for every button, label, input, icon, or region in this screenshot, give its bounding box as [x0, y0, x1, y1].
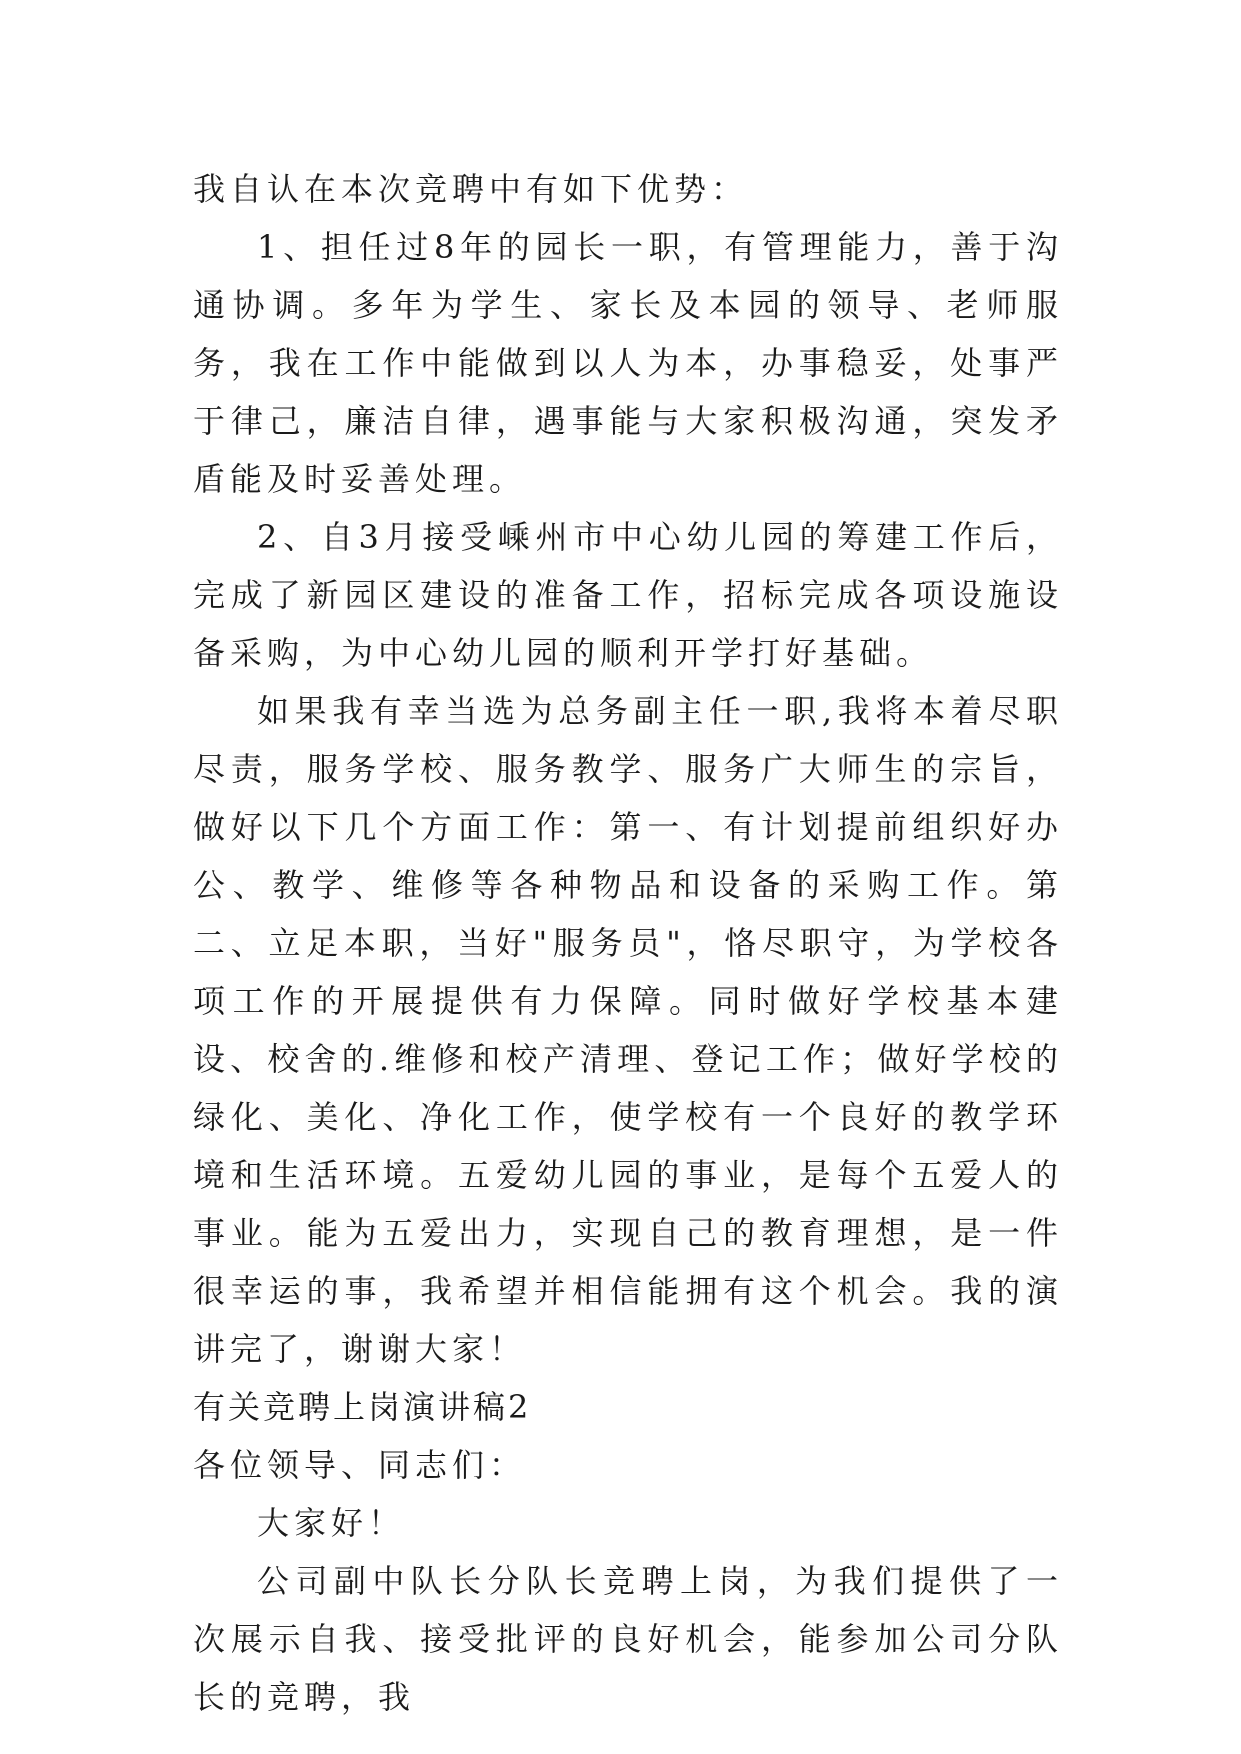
document-body: [193, 160, 1063, 1726]
paragraph-advantage-1: 1、担任过8年的园长一职，有管理能力，善于沟通协调。多年为学生、家长及本园的领导、老师服务，我在工作中能做到以人为本，办事稳妥，处事严于律己，廉洁自律，遇事能与大家积极沟通，突发矛盾能及时妥善处理。: [193, 228, 1063, 498]
paragraph-greeting: 大家好！: [257, 1504, 406, 1542]
paragraph-salutation: 各位领导、同志们：: [193, 1446, 527, 1484]
paragraph-advantage-2: 2、自3月接受嵊州市中心幼儿园的筹建工作后，完成了新园区建设的准备工作，招标完成各项设施设备采购，为中心幼儿园的顺利开学打好基础。: [193, 518, 1063, 672]
section-title: 有关竞聘上岗演讲稿2: [193, 1388, 532, 1426]
paragraph-plan: 如果我有幸当选为总务副主任一职,我将本着尽职尽责，服务学校、服务教学、服务广大师生的宗旨，做好以下几个方面工作：第一、有计划提前组织好办公、教学、维修等各种物品和设备的采购工作。第二、立足本职，当好"服务员"，恪尽职守，为学校各项工作的开展提供有力保障。同时做好学校基本建设、校舍的.维修和校产清理、登记工作；做好学校的绿化、美化、净化工作，使学校有一个良好的教学环境和生活环境。五爱幼儿园的事业，是每个五爱人的事业。能为五爱出力，实现自己的教育理想，是一件很幸运的事，我希望并相信能拥有这个机会。我的演讲完了，谢谢大家！: [193, 692, 1063, 1368]
paragraph-opening: 公司副中队长分队长竞聘上岗，为我们提供了一次展示自我、接受批评的良好机会，能参加公司分队长的竞聘，我: [193, 1562, 1063, 1716]
paragraph-intro: 我自认在本次竞聘中有如下优势：: [193, 170, 749, 208]
